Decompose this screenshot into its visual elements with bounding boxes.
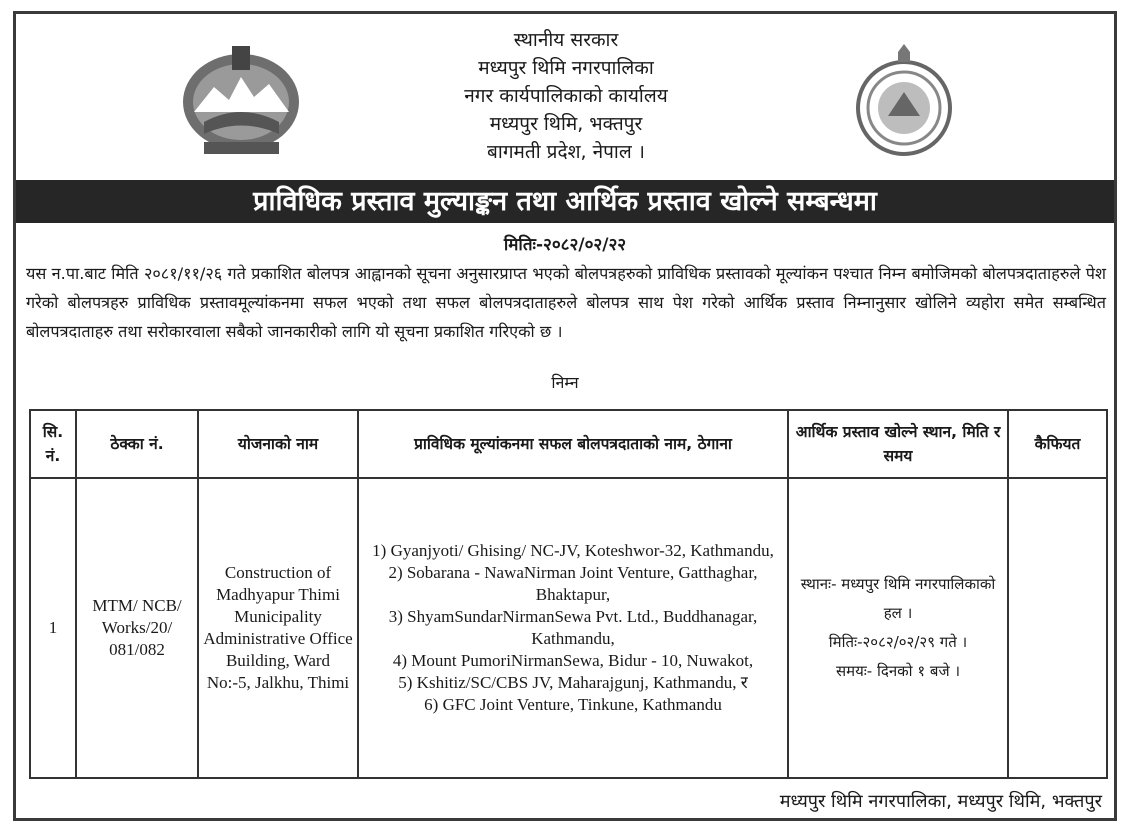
office-line: स्थानीय सरकार bbox=[513, 29, 619, 51]
notice-footer: मध्यपुर थिमि नगरपालिका, मध्यपुर थिमि, भक्तपुर bbox=[779, 791, 1102, 812]
nimna-label: निम्न bbox=[551, 373, 579, 392]
office-address-block bbox=[356, 26, 776, 166]
opening-date: मितिः-२०८२/०२/२९ गते । bbox=[828, 633, 968, 651]
cell-contract-no: MTM/ NCB/ Works/20/ 081/082 bbox=[76, 478, 198, 778]
municipality-seal-icon bbox=[848, 44, 960, 159]
office-line: मध्यपुर थिमि, भक्तपुर bbox=[489, 113, 643, 135]
cell-sn: 1 bbox=[30, 478, 76, 778]
bidder-item: 5) Kshitiz/SC/CBS JV, Maharajgunj, Kathmandu, र bbox=[398, 673, 748, 692]
bid-result-table bbox=[29, 409, 1108, 779]
table-row bbox=[30, 478, 1107, 778]
office-line: मध्यपुर थिमि नगरपालिका bbox=[478, 57, 654, 79]
bidder-item: 1) Gyanjyoti/ Ghising/ NC-JV, Koteshwor-32, Kathmandu, bbox=[372, 541, 774, 560]
opening-time: समयः- दिनको १ बजे । bbox=[835, 662, 961, 680]
cell-project-name: Construction of Madhyapur Thimi Municipality Administrative Office Building, Ward No:-5, Jalkhu, Thimi bbox=[198, 478, 358, 778]
office-line: बागमती प्रदेश, नेपाल । bbox=[487, 141, 645, 163]
office-line: नगर कार्यपालिकाको कार्यालय bbox=[464, 85, 668, 107]
notice-paragraph: यस न.पा.बाट मिति २०८१/११/२६ गते प्रकाशित बोलपत्र आह्वानको सूचना अनुसारप्राप्त भएको बोलपत्रहरुको प्राविधिक प्रस्तावको मूल्यांकन पश्चात निम्न बमोजिमको बोलपत्रदाताहरुले पेश गरेको बोलपत्रहरु प्राविधिक प्रस्तावमूल्यांकनमा सफल भएको तथा सफल बोलपत्रदाताहरुले बोलपत्र साथ पेश गरेको आर्थिक प्रस्ताव निम्नानुसार खोलिने व्यहोरा समेत सम्बन्धित बोलपत्रदाताहरु तथा सरोकारवाला सबैको जानकारीको लागि यो सूचना प्रकाशित गरिएको छ । bbox=[26, 264, 1106, 341]
header-bidders: प्राविधिक मूल्यांकनमा सफल बोलपत्रदाताको नाम, ठेगाना bbox=[358, 410, 788, 478]
cell-bidders bbox=[358, 478, 788, 778]
cell-remarks bbox=[1008, 478, 1107, 778]
header-opening: आर्थिक प्रस्ताव खोल्ने स्थान, मिति र समय bbox=[788, 410, 1008, 478]
header-sn: सि. नं. bbox=[30, 410, 76, 478]
bidder-item: 6) GFC Joint Venture, Tinkune, Kathmandu bbox=[424, 695, 722, 714]
bidder-item: 3) ShyamSundarNirmanSewa Pvt. Ltd., Buddhanagar, Kathmandu, bbox=[388, 607, 758, 648]
table-header-row bbox=[30, 410, 1107, 478]
notice-header bbox=[16, 14, 1114, 179]
notice-date: मितिः-२०८२/०२/२२ bbox=[503, 235, 627, 255]
header-remarks: कैफियत bbox=[1008, 410, 1107, 478]
notice-frame bbox=[13, 11, 1117, 821]
opening-place: स्थानः- मध्यपुर थिमि नगरपालिकाको हल । bbox=[800, 575, 996, 622]
cell-opening bbox=[788, 478, 1008, 778]
header-project-name: योजनाको नाम bbox=[198, 410, 358, 478]
nepal-government-emblem-icon bbox=[174, 42, 309, 157]
header-contract-no: ठेक्का नं. bbox=[76, 410, 198, 478]
notice-title-banner: प्राविधिक प्रस्ताव मुल्याङ्कन तथा आर्थिक प्रस्ताव खोल्ने सम्बन्धमा bbox=[16, 180, 1114, 223]
bidder-item: 4) Mount PumoriNirmanSewa, Bidur - 10, Nuwakot, bbox=[392, 651, 754, 670]
bidder-item: 2) Sobarana - NawaNirman Joint Venture, Gatthaghar, Bhaktapur, bbox=[388, 563, 758, 604]
